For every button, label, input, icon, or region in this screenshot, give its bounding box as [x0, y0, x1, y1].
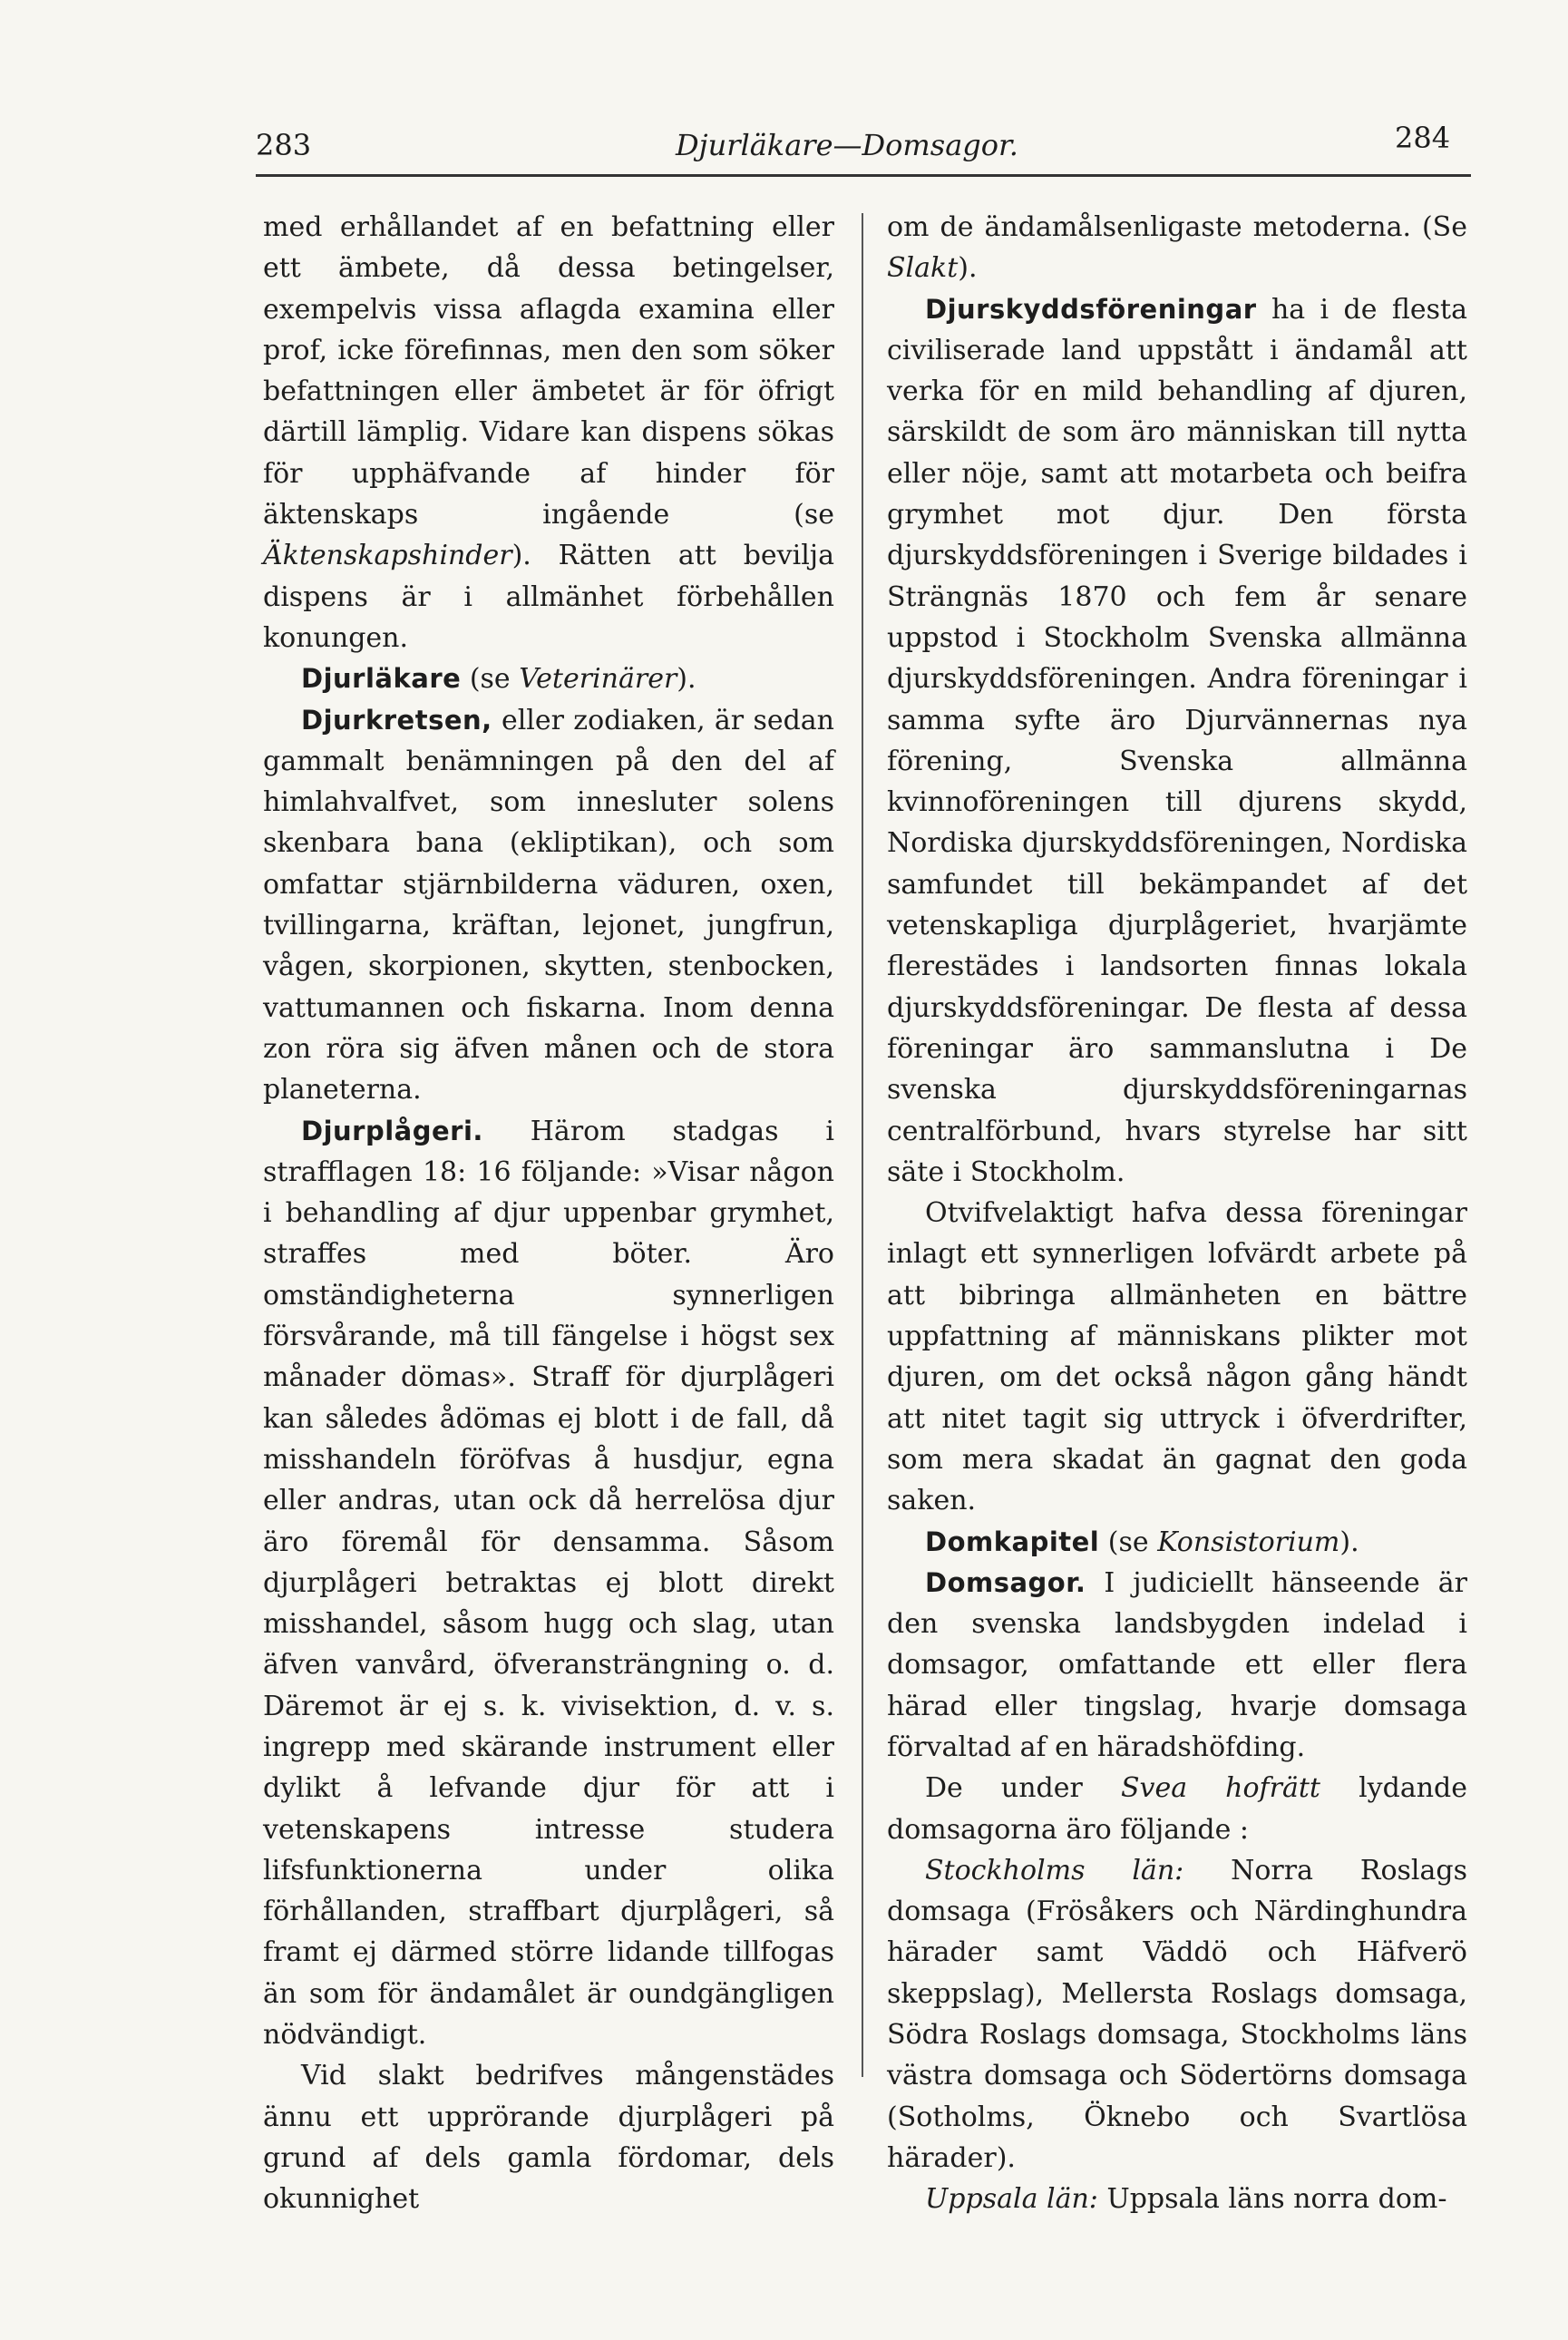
- text: Norra Roslags domsaga (Frösåkers och Närdinghundra härader samt Väddö och Häfverö skeppslag), Mellersta Roslags domsaga, Södra Roslags domsaga, Stockholms läns västra domsaga och Södertörns domsaga (Sotholms, Öknebo och Svartlösa härader).: [887, 1854, 1467, 2174]
- text: De under: [925, 1772, 1121, 1805]
- entry-body: I judiciellt hänseende är den svenska landsbygden indelad i domsagor, omfattande ett eller flera härad eller tingslag, hvarje domsaga förvaltad af en häradshöfding.: [887, 1566, 1467, 1763]
- entry-headword: Djurkretsen,: [301, 704, 492, 736]
- text: Uppsala läns norra dom-: [1097, 2183, 1447, 2216]
- entry-djurskyddsforeningar: [887, 289, 1467, 1194]
- italic-term: Stockholms län:: [925, 1854, 1184, 1887]
- column-divider: [862, 213, 863, 2077]
- entry-domkapitel: [887, 1522, 1467, 1563]
- entry-headword: Domkapitel: [925, 1526, 1100, 1557]
- entry-domsagor: [887, 1563, 1467, 1768]
- running-title: Djurläkare—Domsagor.: [676, 128, 1018, 162]
- paragraph: Vid slakt bedrifves mångenstädes ännu ett upprörande djurplågeri på grund af dels gamla fördomar, dels okunnighet: [263, 2060, 834, 2216]
- paragraph: [887, 1768, 1467, 1850]
- entry-headword: Djurplågeri.: [301, 1115, 483, 1146]
- italic-term: Uppsala län:: [925, 2183, 1098, 2216]
- cross-reference: Konsistorium: [1157, 1526, 1340, 1558]
- entry-body: eller zodiaken, är sedan gammalt benämningen på den del af himlahvalfvet, som innesluter solens skenbara bana (ekliptikan), och som omfattar stjärnbilderna väduren, oxen, tvillingarna, kräftan, lejonet, jungfrun, vågen, skorpionen, skytten, stenbocken, vattumannen och fiskarna. Inom denna zon röra sig äfven månen och de stora planeterna.: [263, 704, 834, 1107]
- text: (se: [461, 663, 520, 696]
- text: ).: [677, 663, 696, 696]
- entry-headword: Djurläkare: [301, 663, 462, 695]
- entry-djurkretsen: [263, 700, 834, 1111]
- paragraph: [887, 2179, 1467, 2219]
- cross-reference: Veterinärer: [519, 663, 677, 696]
- text: om de ändamålsenligaste metoderna. (Se: [887, 211, 1467, 243]
- paragraph-continuation: [263, 207, 834, 658]
- text: ).: [958, 252, 978, 285]
- paragraph-continuation: [887, 207, 1467, 289]
- entry-headword: Domsagor.: [925, 1566, 1086, 1598]
- entry-body: ha i de flesta civiliserade land uppstått i ändamål att verka för en mild behandling af djuren, särskildt de som äro människan till nytta eller nöje, samt att motarbeta och beifra grymhet mot djur. Den första djurskyddsföreningen i Sverige bildades i Strängnäs 1870 och fem år senare uppstod i Stockholm Svenska allmänna djurskyddsföreningen. Andra föreningar i samma syfte äro Djurvännernas nya förening, Svenska allmänna kvinnoföreningen till djurens skydd, Nordiska djurskyddsföreningen, Nordiska samfundet till bekämpandet af det vetenskapliga djurplågeriet, hvarjämte flerestädes i landsorten finnas lokala djurskyddsföreningar. De flesta af dessa föreningar äro sammanslutna i De svenska djurskyddsföreningarnas centralförbund, hvars styrelse har sitt säte i Stockholm.: [887, 293, 1467, 1188]
- cross-reference: Äktenskapshinder: [263, 540, 512, 572]
- text: ).: [1339, 1526, 1359, 1558]
- right-column: [887, 207, 1467, 2220]
- entry-djurplageri: [263, 1111, 834, 2056]
- text: (se: [1099, 1526, 1158, 1558]
- entry-headword: Djurskyddsföreningar: [925, 293, 1257, 325]
- entry-djurlakare: [263, 658, 834, 699]
- cross-reference: Slakt: [887, 252, 959, 285]
- page-number-right: 284: [1395, 121, 1451, 155]
- paragraph: Otvifvelaktigt hafva dessa föreningar inlagt ett synnerligen lofvärdt arbete på att bibringa allmänheten en bättre uppfattning af människans plikter mot djuren, om det också någon gång händt att nitet tagit sig uttryck i öfverdrifter, som mera skadat än gagnat den goda saken.: [887, 1197, 1467, 1517]
- left-column: [263, 207, 834, 2220]
- header-rule: [256, 174, 1471, 177]
- page-number-left: 283: [256, 128, 312, 162]
- text: med erhållandet af en befattning eller ett ämbete, då dessa betingelser, exempelvis vissa aflagda examina eller prof, icke förefinnas, men den som söker befattningen eller ämbetet är för öfrigt därtill lämplig. Vidare kan dispens sökas för upphäfvande af hinder för äktenskaps ingående (se: [263, 211, 834, 531]
- entry-body: Härom stadgas i strafflagen 18: 16 följande: »Visar någon i behandling af djur uppenbar grymhet, straffes med böter. Äro omständigheterna synnerligen försvårande, må till fängelse i högst sex månader dömas». Straff för djurplågeri kan således ådömas ej blott i de fall, då misshandeln föröfvas å husdjur, egna eller andras, utan ock då herrelösa djur äro föremål för densamma. Såsom djurplågeri betraktas ej blott direkt misshandel, såsom hugg och slag, utan äfven vanvård, öfveransträngning o. d. Däremot är ej s. k. vivisektion, d. v. s. ingrepp med skärande instrument eller dylikt å lefvande djur för att i vetenskapens intresse studera lifsfunktionerna under olika förhållanden, straffbart djurplågeri, så framt ej därmed större lidande tillfogas än som för ändamålet är oundgängligen nödvändigt.: [263, 1115, 834, 2052]
- text: ). Rätten att bevilja dispens är i allmänhet förbehållen konungen.: [263, 540, 834, 654]
- italic-term: Svea hofrätt: [1120, 1772, 1320, 1805]
- paragraph: [887, 1850, 1467, 2179]
- text: lydande domsagorna äro följande :: [887, 1772, 1468, 1846]
